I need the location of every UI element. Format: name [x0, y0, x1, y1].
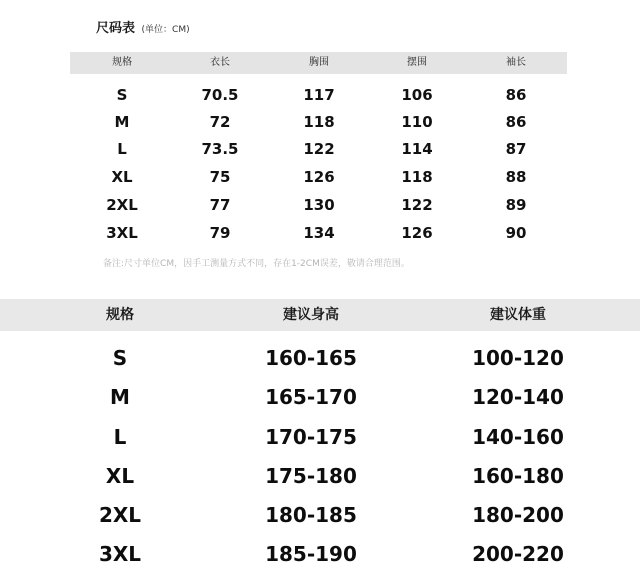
cell-length: 70.5	[201, 86, 239, 104]
cell-chest: 117	[303, 86, 335, 104]
cell-length: 72	[209, 113, 231, 131]
header-length: 衣长	[210, 57, 230, 68]
cell-hem: 114	[401, 140, 433, 158]
cell-chest: 122	[303, 140, 335, 158]
cell-hem: 106	[401, 86, 433, 104]
cell-size: M	[114, 113, 130, 131]
cell-height: 180-185	[265, 503, 357, 527]
cell-sleeve: 90	[505, 224, 527, 242]
table-row	[0, 378, 640, 417]
cell-weight: 100-120	[472, 346, 564, 370]
cell-size: L	[117, 140, 127, 158]
cell-weight: 200-220	[472, 542, 564, 566]
cell-hem: 122	[401, 196, 433, 214]
cell-size: 2XL	[106, 196, 138, 214]
cell-length: 73.5	[201, 140, 239, 158]
cell-chest: 134	[303, 224, 335, 242]
cell-hem: 118	[401, 168, 433, 186]
cell-weight: 180-200	[472, 503, 564, 527]
cell-size: S	[116, 86, 128, 104]
cell-length: 77	[209, 196, 231, 214]
cell-weight: 140-160	[472, 425, 564, 449]
table-row	[0, 535, 640, 574]
table-row	[70, 164, 567, 191]
header-chest: 胸围	[309, 57, 329, 68]
cell-size: S	[112, 346, 128, 370]
header-sleeve: 袖长	[506, 57, 526, 68]
cell-sleeve: 86	[505, 86, 527, 104]
table-row	[0, 457, 640, 496]
cell-height: 175-180	[265, 464, 357, 488]
garment-table-header	[70, 52, 567, 74]
cell-sleeve: 88	[505, 168, 527, 186]
table-row	[70, 109, 567, 136]
cell-length: 79	[209, 224, 231, 242]
header-size: 规格	[112, 57, 132, 68]
table-row	[70, 136, 567, 163]
unit-label: (单位：CM)	[141, 25, 190, 35]
cell-sleeve: 86	[505, 113, 527, 131]
cell-length: 75	[209, 168, 231, 186]
table-row	[70, 192, 567, 219]
header-height: 建议身高	[283, 307, 339, 323]
cell-height: 185-190	[265, 542, 357, 566]
cell-hem: 110	[401, 113, 433, 131]
cell-chest: 126	[303, 168, 335, 186]
cell-hem: 126	[401, 224, 433, 242]
table-row	[70, 220, 567, 247]
cell-size: 3XL	[98, 542, 142, 566]
measurement-note: 备注:尺寸单位CM，因手工测量方式不同，存在1-2CM误差，敬请合理范围。	[103, 259, 410, 269]
cell-sleeve: 89	[505, 196, 527, 214]
cell-size: XL	[111, 168, 133, 186]
fit-table-header	[0, 299, 640, 331]
cell-size: 2XL	[98, 503, 142, 527]
cell-height: 160-165	[265, 346, 357, 370]
header-hem: 摆围	[407, 57, 427, 68]
cell-chest: 130	[303, 196, 335, 214]
cell-size: XL	[105, 464, 135, 488]
table-row	[0, 339, 640, 378]
table-row	[0, 496, 640, 535]
size-chart-title	[96, 17, 190, 36]
cell-weight: 120-140	[472, 385, 564, 409]
cell-chest: 118	[303, 113, 335, 131]
cell-size: M	[110, 385, 130, 409]
title-text: 尺码表	[96, 21, 136, 36]
header-weight: 建议体重	[490, 307, 546, 323]
cell-height: 170-175	[265, 425, 357, 449]
cell-height: 165-170	[265, 385, 357, 409]
table-row	[0, 418, 640, 457]
header-size: 规格	[106, 307, 134, 323]
cell-sleeve: 87	[505, 140, 527, 158]
cell-size: 3XL	[106, 224, 138, 242]
cell-weight: 160-180	[472, 464, 564, 488]
table-row	[70, 82, 567, 109]
cell-size: L	[113, 425, 127, 449]
